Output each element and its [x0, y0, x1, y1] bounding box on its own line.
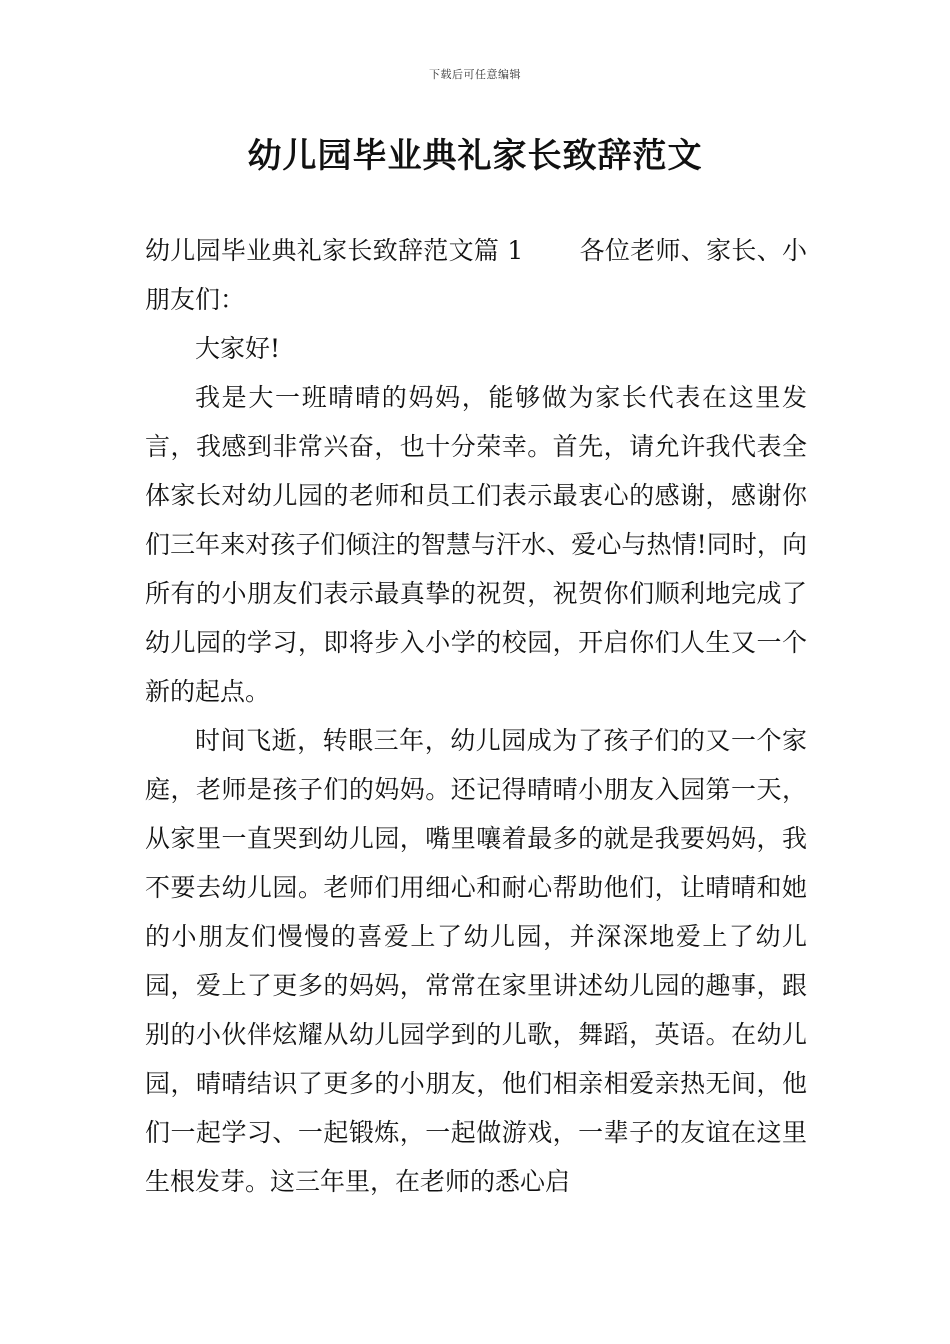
body-paragraph: 时间飞逝，转眼三年，幼儿园成为了孩子们的又一个家庭，老师是孩子们的妈妈。还记得晴晴小朋友入园第一天，从家里一直哭到幼儿园，嘴里嚷着最多的就是我要妈妈，我不要去幼儿园。老师们用细心和耐心帮助他们，让晴晴和她的小朋友们慢慢的喜爱上了幼儿园，并深深地爱上了幼儿园，爱上了更多的妈妈，常常在家里讲述幼儿园的趣事，跟别的小伙伴炫耀从幼儿园学到的儿歌，舞蹈，英语。在幼儿园，晴晴结识了更多的小朋友，他们相亲相爱亲热无间，他们一起学习、一起锻炼，一起做游戏，一辈子的友谊在这里生根发芽。这三年里，在老师的悉心启	[145, 726, 807, 1196]
section-title: 幼儿园毕业典礼家长致辞范文篇 1	[145, 236, 524, 265]
document-body	[145, 226, 807, 1206]
body-paragraph: 我是大一班晴晴的妈妈，能够做为家长代表在这里发言，我感到非常兴奋，也十分荣幸。首先，请允许我代表全体家长对幼儿园的老师和员工们表示最衷心的感谢，感谢你们三年来对孩子们倾注的智慧与汗水、爱心与热情!同时，向所有的小朋友们表示最真挚的祝贺，祝贺你们顺利地完成了幼儿园的学习，即将步入小学的校园，开启你们人生又一个新的起点。	[145, 383, 807, 706]
document-title: 幼儿园毕业典礼家长致辞范文	[247, 136, 703, 176]
salutation: 各位老师、家长、小朋友们：	[145, 236, 807, 314]
greeting-paragraph: 大家好!	[195, 334, 281, 363]
opening-line	[145, 226, 807, 324]
header-note: 下载后可任意编辑	[429, 68, 521, 81]
